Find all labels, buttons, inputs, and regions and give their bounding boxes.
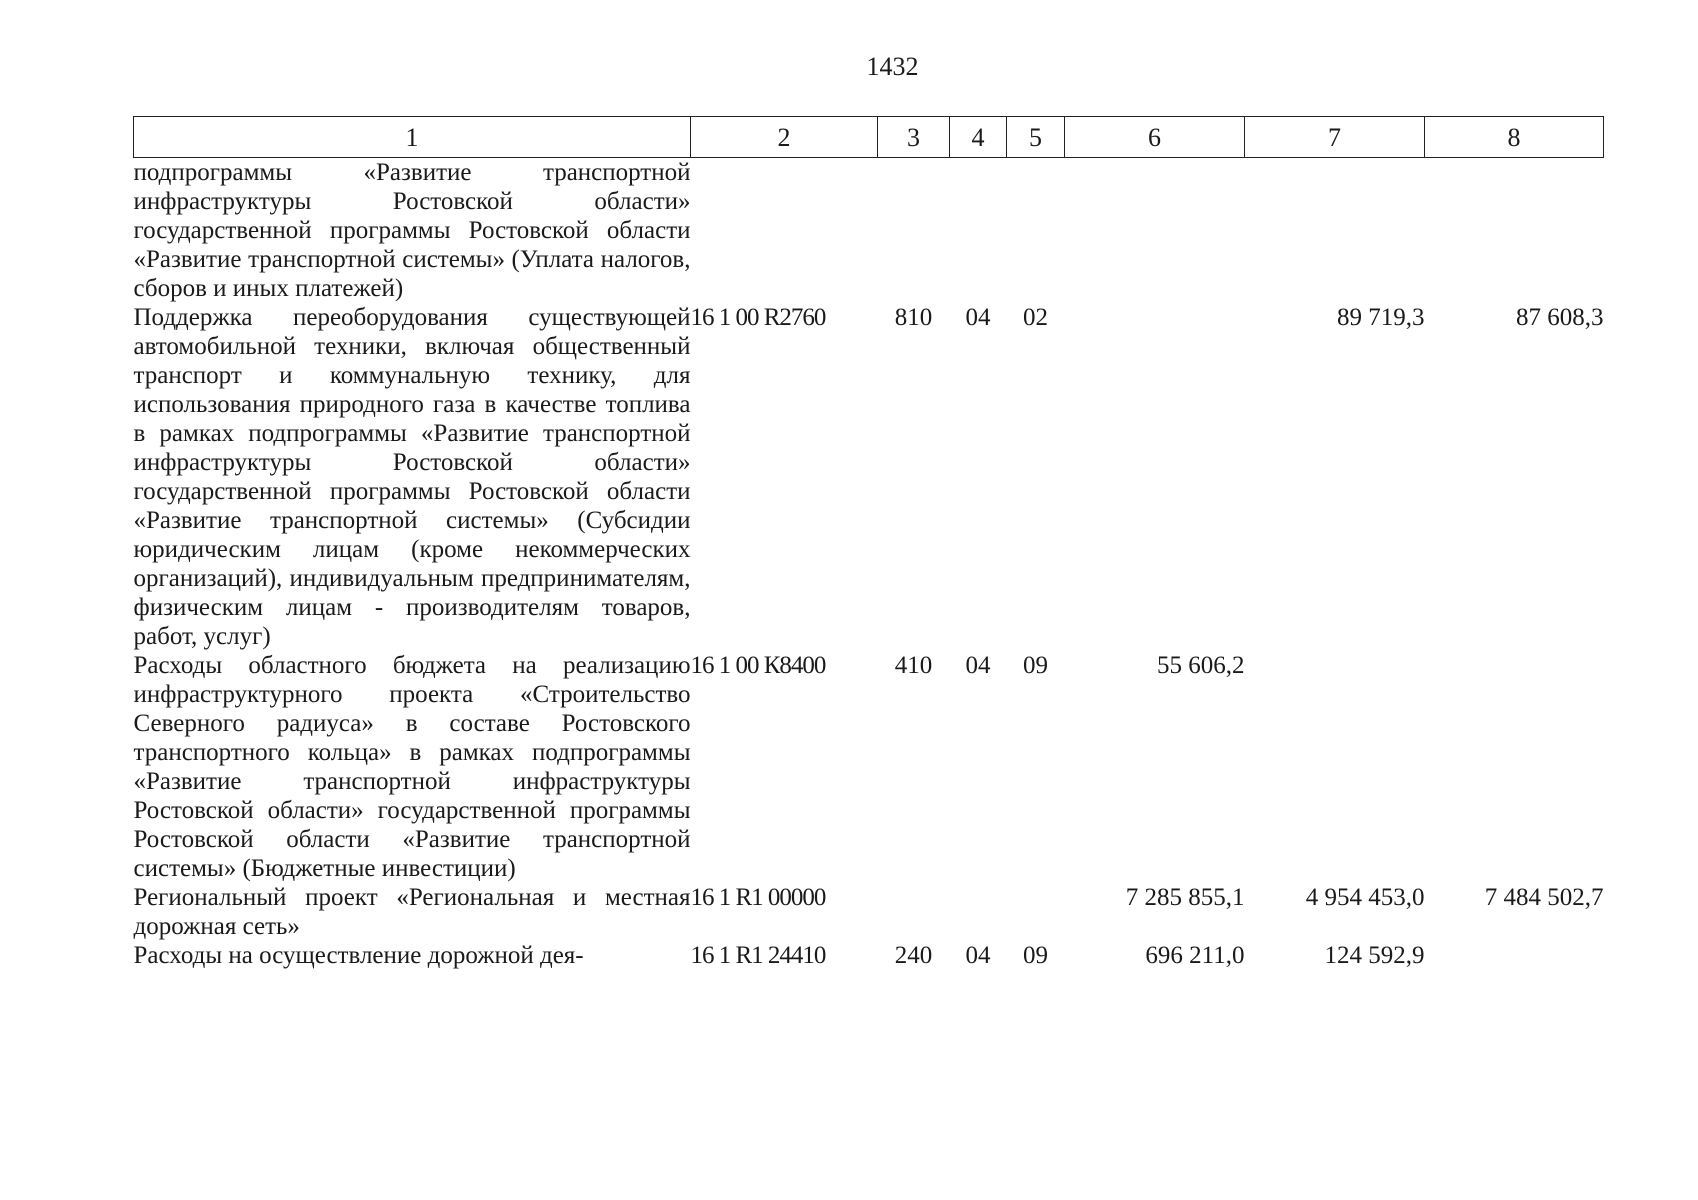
column-header-3: 3 [878,117,950,158]
subsection-code: 02 [1023,304,1048,331]
amount-col-7 [1245,651,1425,883]
target-article-code: 16 1 R1 00000 [690,884,826,911]
target-article-code [691,158,878,304]
amount-col-6 [1065,303,1245,651]
table-row [134,651,1604,883]
budget-table [133,116,1604,970]
subsection-code: 09 [1023,942,1048,969]
subsection-code [1007,883,1065,941]
column-header-8: 8 [1425,117,1604,158]
target-article-code: 16 1 R1 24410 [690,942,826,969]
expense-name: Региональный проект «Региональная и местная дорожная сеть» [133,884,691,940]
target-article-code: 16 1 00 R2760 [690,304,826,331]
section-code: 04 [965,652,991,679]
expense-name: подпрограммы «Развитие транспортной инфраструктуры Ростовской области» государственной программы Ростовской области «Развитие транспортной системы» (Уплата налогов, сборов и иных платежей) [133,159,691,302]
amount-col-7: 124 592,9 [1324,942,1425,969]
amount-col-8: 87 608,3 [1516,304,1604,331]
table-row [134,303,1604,651]
amount-col-7: 4 954 453,0 [1305,884,1425,911]
amount-col-8 [1425,158,1604,304]
page-number: 1432 [866,52,919,81]
subsection-code [1007,158,1065,304]
expense-name: Поддержка переоборудования существующей автомобильной техники, включая общественный транспорт и коммунальную технику, для использования природного газа в качестве топлива в рамках подпрограммы «Развитие транспортной инфраструктуры Ростовской области» государственной программы Ростовской области «Развитие транспортной системы» (Субсидии юридическим лицам (кроме некоммерческих организаций), индивидуальным предпринимателям, физическим лицам - производителям товаров, работ, услуг) [133,304,691,650]
expense-name: Расходы областного бюджета на реализацию инфраструктурного проекта «Строительство Северного радиуса» в составе Ростовского транспортного кольца» в рамках подпрограммы «Развитие транспортной инфраструктуры Ростовской области» государственной программы Ростовской области «Развитие транспортной системы» (Бюджетные инвестиции) [133,652,691,882]
target-article-code: 16 1 00 К8400 [690,652,826,679]
amount-col-7 [1245,158,1425,304]
column-number-header-row [134,117,1604,158]
amount-col-8: 7 484 502,7 [1484,884,1604,911]
subsection-code: 09 [1023,652,1048,679]
expense-type: 240 [894,942,933,969]
amount-col-8 [1425,941,1604,970]
amount-col-6 [1065,158,1245,304]
amount-col-7: 89 719,3 [1337,304,1425,331]
section-code [950,158,1007,304]
expense-name: Расходы на осуществление дорожной дея- [133,942,584,969]
column-header-5: 5 [1007,117,1065,158]
expense-type: 810 [894,304,933,331]
column-header-2: 2 [691,117,878,158]
column-header-7: 7 [1245,117,1425,158]
expense-type [878,158,950,304]
section-code: 04 [965,942,991,969]
amount-col-6: 696 211,0 [1145,942,1245,969]
table-row [134,941,1604,970]
amount-col-8 [1425,651,1604,883]
column-header-4: 4 [950,117,1007,158]
column-header-1: 1 [134,117,691,158]
expense-type [878,883,950,941]
amount-col-6: 55 606,2 [1157,652,1245,679]
column-header-6: 6 [1065,117,1245,158]
expense-type: 410 [894,652,933,679]
section-code [950,883,1007,941]
amount-col-6: 7 285 855,1 [1125,884,1245,911]
table-row [134,158,1604,304]
table-row [134,883,1604,941]
section-code: 04 [965,304,991,331]
